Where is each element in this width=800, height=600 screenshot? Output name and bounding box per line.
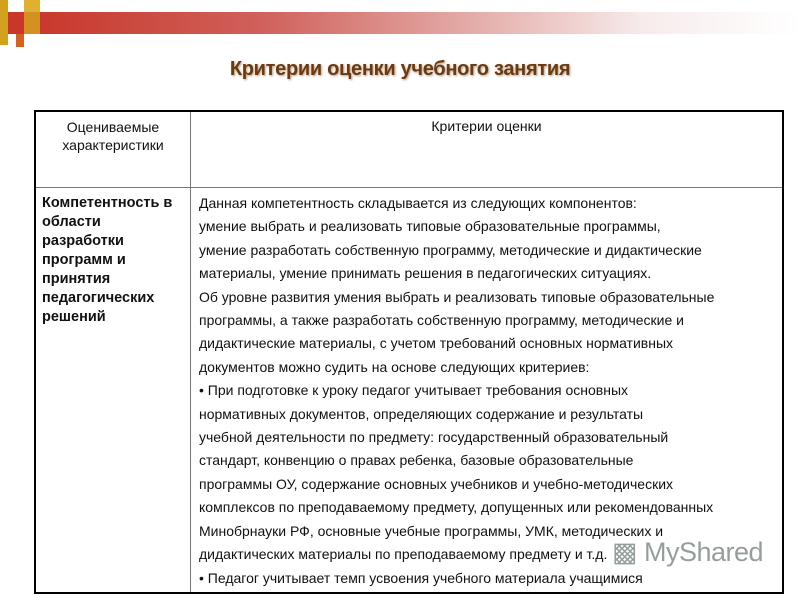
header-characteristics: Оцениваемые характеристики (35, 111, 191, 188)
criteria-line: комплексов по преподаваемому предмету, допущенных или рекомендованных (199, 499, 714, 516)
criteria-cell (191, 188, 784, 593)
criteria-line: стандарт, конвенцию о правах ребенка, базовые образовательные (199, 452, 634, 469)
decor-square (0, 0, 8, 45)
table-header-row (35, 111, 783, 188)
header-gradient-bar (30, 12, 800, 34)
characteristic-cell: Компетентность в области разработки программ и принятия педагогических решений (35, 188, 191, 593)
criteria-line: умение выбрать и реализовать типовые образовательные программы, (199, 218, 661, 235)
header-criteria: Критерии оценки (191, 111, 784, 188)
criteria-line: умение разработать собственную программу, методические и дидактические (199, 241, 702, 258)
decor-square (24, 0, 40, 12)
criteria-line: Минобрнауки РФ, основные учебные программы, УМК, методических и (199, 522, 664, 539)
criteria-line: документов можно судить на основе следующих критериев: (199, 358, 590, 375)
criteria-line: нормативных документов, определяющих содержание и результаты (199, 405, 644, 422)
criteria-line: • При подготовке к уроку педагог учитывает требования основных (199, 382, 629, 399)
criteria-line: Об уровне развития умения выбрать и реализовать типовые образовательные (199, 288, 715, 305)
decor-square (24, 12, 40, 34)
criteria-line: программы, а также разработать собственную программу, методические и (199, 312, 684, 329)
criteria-table (34, 110, 784, 594)
decor-square (8, 12, 24, 34)
decor-square (16, 34, 24, 47)
table-row (35, 188, 783, 593)
criteria-line: • Педагог учитывает темп усвоения учебного материала учащимися (199, 569, 643, 586)
criteria-line: дидактических материалы по преподаваемому предмету и т.д. (199, 546, 608, 563)
criteria-line: программы ОУ, содержание основных учебников и учебно-методических (199, 475, 674, 492)
slide-title: Критерии оценки учебного занятия (229, 58, 571, 80)
criteria-line: Данная компетентность складывается из следующих компонентов: (199, 195, 637, 211)
criteria-line: учебной деятельности по предмету: государственный образовательный (199, 429, 669, 446)
watermark-logo: ▩ MyShared (612, 537, 764, 567)
criteria-line: дидактические материалы, с учетом требований основных нормативных (199, 335, 674, 352)
criteria-line: материалы, умение принимать решения в педагогических ситуациях. (199, 265, 652, 282)
